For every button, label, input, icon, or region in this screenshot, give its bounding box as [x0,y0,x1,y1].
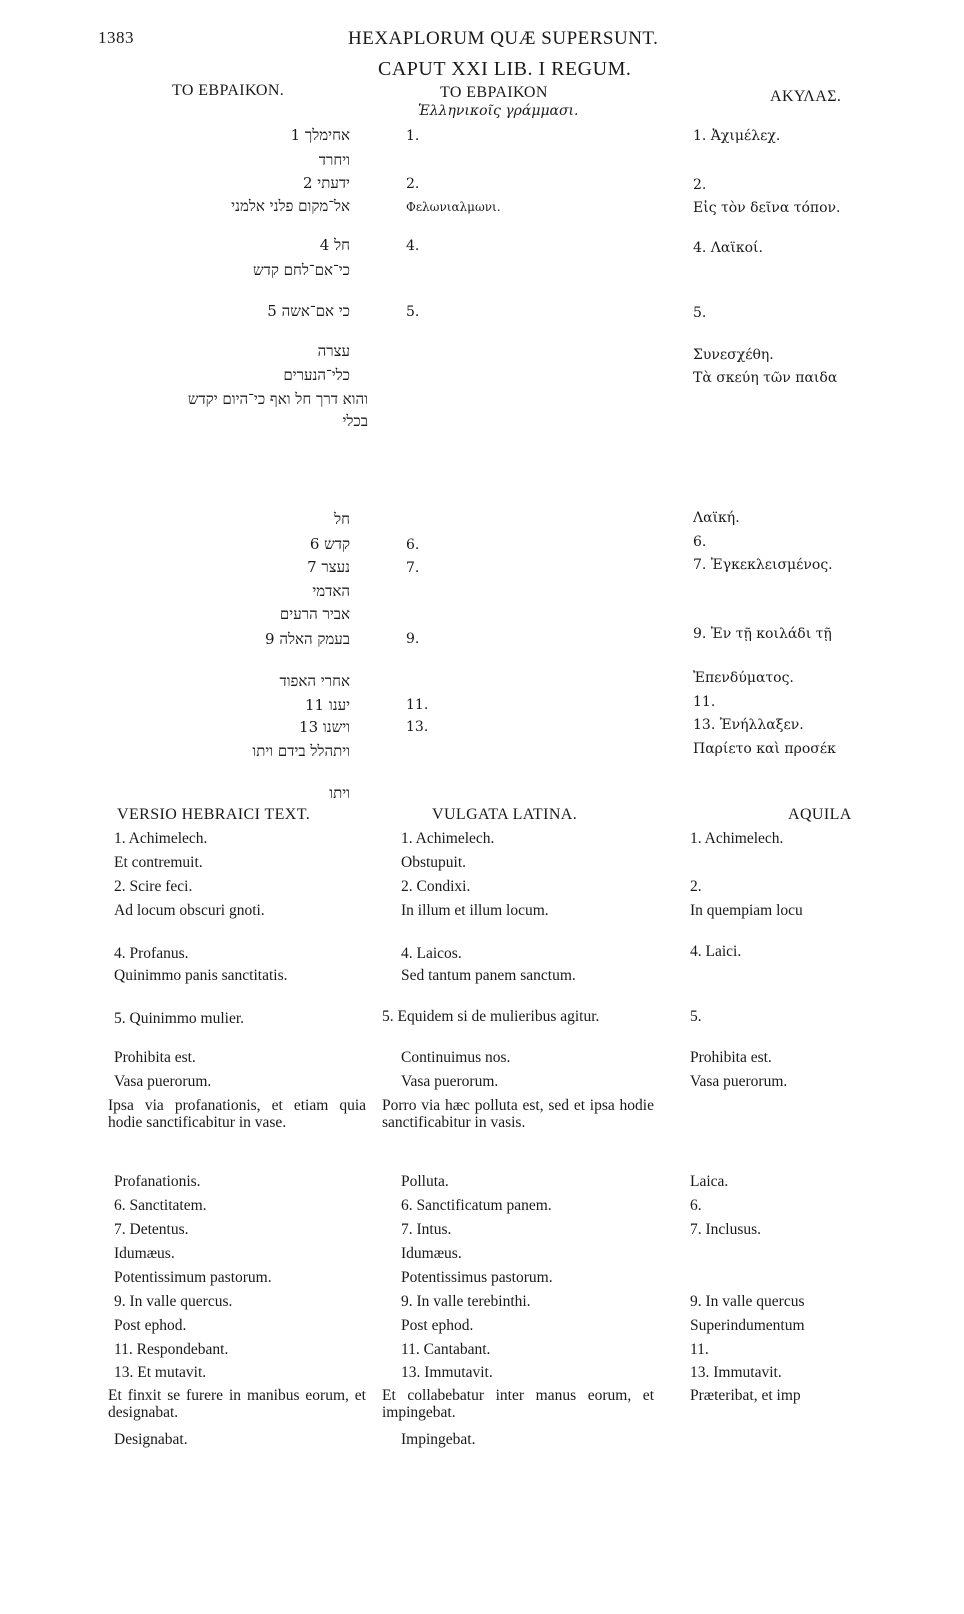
hebrew-line: אחרי האפוד [279,672,350,690]
aquila-latin-line: Vasa puerorum. [690,1073,788,1090]
versio-line: 4. Profanus. [114,945,189,962]
vulgata-line: 6. Sanctificatum panem. [401,1197,552,1214]
versio-line: Et finxit se furere in manibus eorum, et designabat. [108,1387,366,1421]
vulgata-line: 2. Condixi. [401,878,471,895]
aquila-line: Συνεσχέθη. [693,347,774,363]
versio-head: VERSIO HEBRAICI TEXT. [117,806,311,823]
aquila-line: 11. [693,694,716,710]
aquila-line: 6. [693,534,707,550]
aquila-line: 13. Ἐνήλλαξεν. [693,717,804,733]
versio-line: 9. In valle quercus. [114,1293,233,1310]
hebrew-line: אחימלך 1 [290,126,350,144]
running-title: HEXAPLORUM QUÆ SUPERSUNT. [348,28,659,49]
versio-line: 11. Respondebant. [114,1341,229,1358]
hebrew-line: ידעתי 2 [302,174,350,192]
aquila-line: 4. Λαϊκοί. [693,240,763,256]
aquila-latin-line: 1. Achimelech. [690,830,784,847]
vulgata-line: Vasa puerorum. [401,1073,499,1090]
versio-line: 5. Quinimmo mulier. [114,1010,245,1027]
versio-line: Ad locum obscuri gnoti. [114,902,265,919]
aquila-line: Τὰ σκεύη τῶν παιδα [693,370,838,386]
vulgata-line: 7. Intus. [401,1221,452,1238]
hebrew-line: חל 4 [319,236,350,254]
versio-line: Prohibita est. [114,1049,196,1066]
vulgata-line: 1. Achimelech. [401,830,495,847]
aquila-line: Ἐπενδύματος. [693,670,794,686]
vulgata-line: Obstupuit. [401,854,467,871]
vulgata-line: Porro via hæc polluta est, sed et ipsa hodie sanctificabitur in vasis. [382,1097,654,1131]
aquila-latin-line: Laica. [690,1173,729,1190]
aquila-latin-line: Superindumentum [690,1317,805,1334]
aquila-line: 1. Ἀχιμέλεχ. [693,128,781,144]
hebrew-column-head: ΤΟ ΕΒΡΑΙΚΟΝ. [172,82,285,99]
versio-line: 1. Achimelech. [114,830,208,847]
translit-line: 13. [406,719,429,735]
aquila-line: Εἰς τὸν δεῖνα τόπον. [693,200,841,216]
translit-line: 6. [406,537,420,553]
aquila-latin-line: 6. [690,1197,702,1214]
versio-line: 6. Sanctitatem. [114,1197,207,1214]
vulgata-line: Et collabebatur inter manus eorum, et impingebat. [382,1387,654,1421]
vulgata-line: Idumæus. [401,1245,462,1262]
hebrew-line: בעמק האלה 9 [265,630,350,648]
translit-line: 4. [406,238,420,254]
hebrew-line: כי־אם־לחם קדש [253,261,350,279]
hebrew-line: חל [334,510,350,528]
aquila-line: 7. Ἐγκεκλεισμένος. [693,557,833,573]
aquila-latin-line: In quempiam locu [690,902,803,919]
translit-line: 2. [406,176,420,192]
vulgata-line: Potentissimus pastorum. [401,1269,553,1286]
hebrew-line: האדמי [312,582,350,600]
versio-line: Post ephod. [114,1317,187,1334]
hebrew-line: ויחרד [318,151,350,169]
aquila-latin-head: AQUILA [788,806,852,823]
vulgata-line: Polluta. [401,1173,449,1190]
hebrew-line: בכלי [342,412,368,430]
vulgata-head: VULGATA LATINA. [432,806,578,823]
versio-line: Potentissimum pastorum. [114,1269,272,1286]
caput-title: CAPUT XXI LIB. I REGUM. [378,58,632,80]
translit-line: 11. [406,697,429,713]
aquila-latin-line: 11. [690,1341,709,1358]
versio-line: 2. Scire feci. [114,878,193,895]
aquila-latin-line: 7. Inclusus. [690,1221,762,1238]
versio-line: Idumæus. [114,1245,175,1262]
vulgata-line: 9. In valle terebinthi. [401,1293,531,1310]
hebrew-line: אל־מקום פלני אלמני [231,197,350,215]
hebrew-line: יענו 11 [305,696,350,714]
versio-line: Designabat. [114,1431,188,1448]
hebrew-line: ויתו [329,784,350,802]
translit-line: 5. [406,304,420,320]
hebrew-line: והוא דרך חל ואף כי־היום יקדש [187,390,368,408]
aquila-latin-line: 13. Immutavit. [690,1364,782,1381]
versio-line: 13. Et mutavit. [114,1364,207,1381]
aquila-latin-line: 9. In valle quercus [690,1293,805,1310]
vulgata-line: Sed tantum panem sanctum. [401,967,576,984]
aquila-latin-line: Præteribat, et imp [690,1387,801,1404]
aquila-line: Λαϊκή. [693,510,740,526]
hebrew-line: קדש 6 [309,535,350,553]
vulgata-line: Continuimus nos. [401,1049,511,1066]
hebrew-line: וישנו 13 [299,718,350,736]
translit-line: 7. [406,560,420,576]
vulgata-line: 13. Immutavit. [401,1364,493,1381]
versio-line: Et contremuit. [114,854,203,871]
page-number: 1383 [98,28,134,47]
hebrew-line: כלי־הנערים [283,366,350,384]
hebrew-line: כי אם־אשה 5 [267,302,350,320]
versio-line: 7. Detentus. [114,1221,189,1238]
translit-line: 9. [406,631,420,647]
aquila-line: 5. [693,305,707,321]
hebrew-line: עצרה [317,342,350,360]
vulgata-line: Impingebat. [401,1431,476,1448]
aquila-latin-line: 2. [690,878,702,895]
aquila-latin-line: Prohibita est. [690,1049,772,1066]
vulgata-line: 11. Cantabant. [401,1341,491,1358]
versio-line: Profanationis. [114,1173,201,1190]
translit-column-subhead: Ἑλληνικοῖς γράμμασι. [418,103,579,119]
hebrew-line: ויתהלל בידם ויתו [252,742,350,760]
aquila-latin-line: 5. [690,1008,702,1025]
translit-column-head: ΤΟ ΕΒΡΑΙΚΟΝ [440,84,548,101]
vulgata-line: Post ephod. [401,1317,474,1334]
aquila-line: 9. Ἐν τῇ κοιλάδι τῇ [693,626,832,642]
hebrew-line: אביר הרעים [279,605,350,623]
versio-line: Quinimmo panis sanctitatis. [114,967,288,984]
translit-line: Φελωνιαλμωνι. [406,200,501,214]
vulgata-line: 4. Laicos. [401,945,462,962]
aquila-latin-line: 4. Laici. [690,943,742,960]
versio-line: Ipsa via profanationis, et etiam quia hodie sanctificabitur in vase. [108,1097,366,1131]
hebrew-line: נעצר 7 [307,558,350,576]
translit-line: 1. [406,128,420,144]
aquila-line: 2. [693,177,707,193]
aquila-line: Παρίετο καὶ προσέκ [693,741,836,757]
vulgata-line: In illum et illum locum. [401,902,549,919]
vulgata-line: 5. Equidem si de mulieribus agitur. [382,1008,600,1025]
aquila-column-head: ΑΚΥΛΑΣ. [770,88,842,105]
versio-line: Vasa puerorum. [114,1073,212,1090]
